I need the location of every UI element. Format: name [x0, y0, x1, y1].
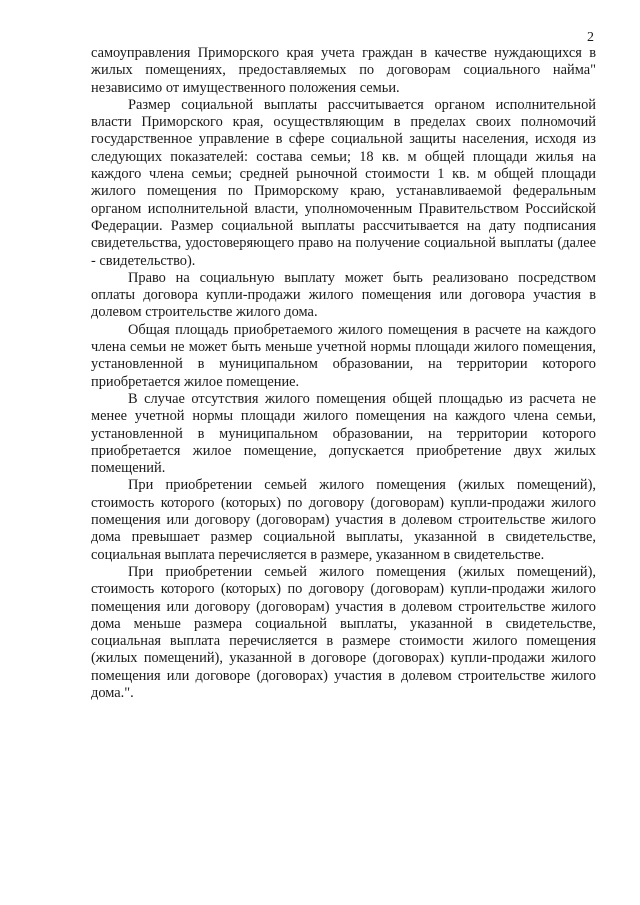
paragraph-payment-size: Размер социальной выплаты рассчитывается органом исполнительной власти Приморского края, осуществляющим в пределах своих полномочий государственное управление в сфере социальной защиты населения, исходя из следующих показателей: состава семьи; 18 кв. м общей площади жилья на каждого члена семьи; средней рыночной стоимости 1 кв. м общей площади жилого помещения по Приморскому краю, устанавливаемой федеральным органом исполнительной власти, уполномоченным Правительством Российской Федерации. Размер социальной выплаты рассчитывается на дату подписания свидетельства, удостоверяющего право на получение социальной выплаты (далее - свидетельство).	[91, 96, 596, 269]
paragraph-cost-exceeds: При приобретении семьей жилого помещения (жилых помещений), стоимость которого (которых) по договору (договорам) купли-продажи жилого помещения или договору (договорам) участия в долевом строительстве жилого дома превышает размер социальной выплаты, указанной в свидетельстве, социальная выплата перечисляется в размере, указанном в свидетельстве.	[91, 477, 596, 563]
document-body	[91, 45, 596, 702]
paragraph-continuation: самоуправления Приморского края учета граждан в качестве нуждающихся в жилых помещениях, предоставляемых по договорам социального найма" независимо от имущественного положения семьи.	[91, 45, 596, 96]
paragraph-two-dwellings: В случае отсутствия жилого помещения общей площадью из расчета не менее учетной нормы площади жилого помещения на каждого члена семьи, установленной в муниципальном образовании, на территории которого приобретается жилое помещение, допускается приобретение двух жилых помещений.	[91, 390, 596, 477]
paragraph-total-area: Общая площадь приобретаемого жилого помещения в расчете на каждого члена семьи не может быть меньше учетной нормы площади жилого помещения, установленной в муниципальном образовании, на территории которого приобретается жилое помещение.	[91, 321, 596, 390]
paragraph-payment-right: Право на социальную выплату может быть реализовано посредством оплаты договора купли-продажи жилого помещения или договора участия в долевом строительстве жилого дома.	[91, 269, 596, 321]
paragraph-cost-less: При приобретении семьей жилого помещения (жилых помещений), стоимость которого (которых) по договору (договорам) купли-продажи жилого помещения или договору (договорам) участия в долевом строительстве жилого дома меньше размера социальной выплаты, указанной в свидетельстве, социальная выплата перечисляется в размере стоимости жилого помещения (жилых помещений), указанной в договоре (договорах) купли-продажи жилого помещения или договоре (договорах) участия в долевом строительстве жилого дома.".	[91, 563, 596, 701]
page-number: 2	[587, 30, 594, 45]
